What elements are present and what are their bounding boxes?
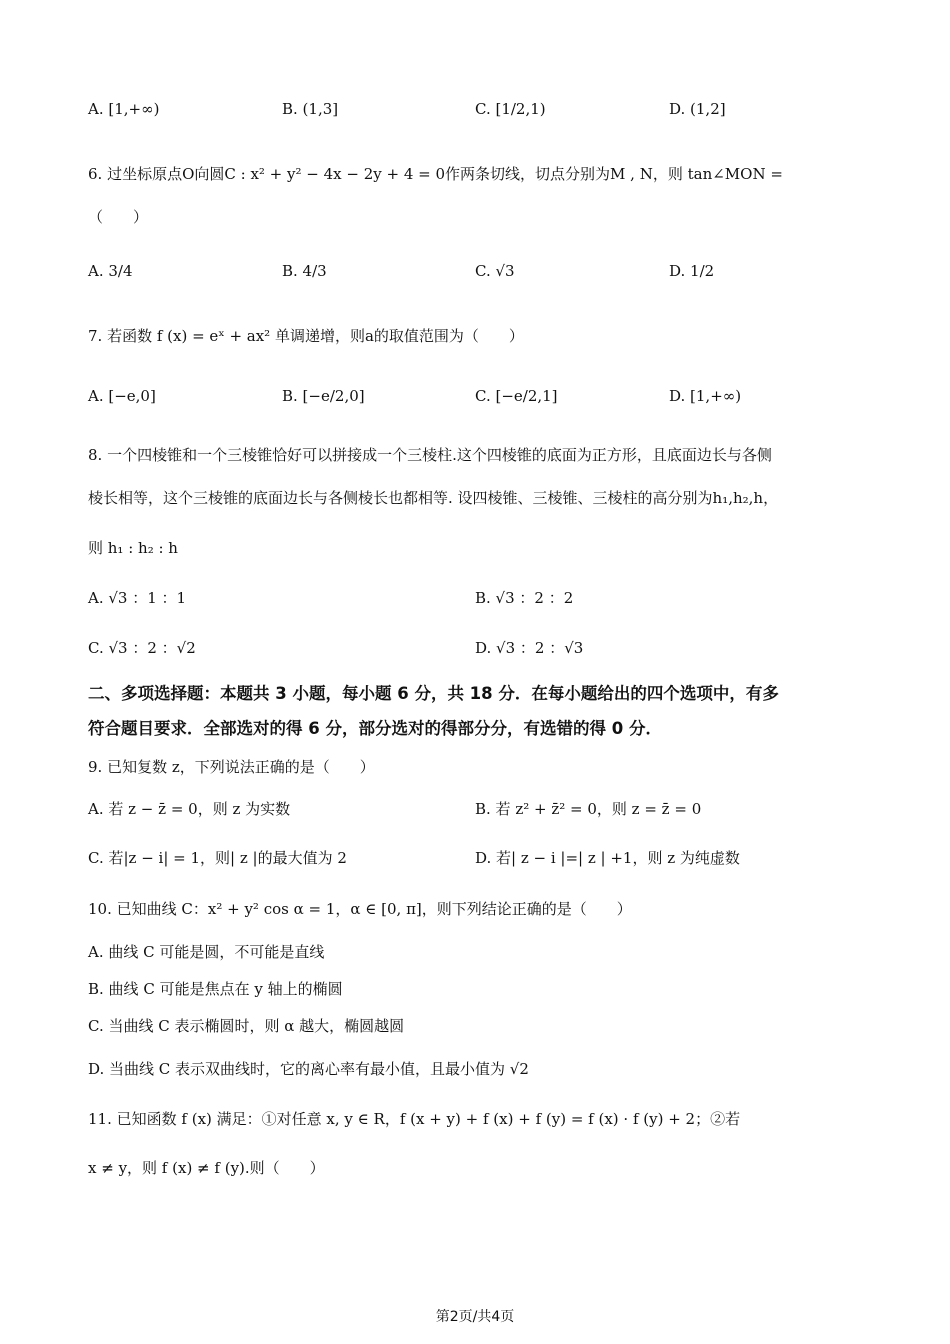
q11-stem-line-1: 11. 已知函数 f (x) 满足：①对任意 x, y ∈ R，f (x + y) + f (x) + f (y) = f (x) · f (y) + 2；②若	[88, 1110, 741, 1128]
q10-stem: 10. 已知曲线 C：x² + y² cos α = 1，α ∈ [0, π]，则下列结论正确的是（ ）	[88, 900, 632, 918]
q7-stem: 7. 若函数 f (x) = eˣ + ax² 单调递增，则a的取值范围为（ ）	[88, 327, 524, 345]
section-2-heading-line-1: 二、多项选择题：本题共 3 小题，每小题 6 分，共 18 分．在每小题给出的四个选项中，有多	[88, 684, 779, 703]
q10-option-d: D. 当曲线 C 表示双曲线时，它的离心率有最小值，且最小值为 √2	[88, 1060, 529, 1078]
q9-stem: 9. 已知复数 z，下列说法正确的是（ ）	[88, 758, 375, 776]
q6-option-a: A. 3/4	[88, 262, 133, 280]
q8-stem-line-1: 8. 一个四棱锥和一个三棱锥恰好可以拼接成一个三棱柱.这个四棱锥的底面为正方形，且底面边长与各侧	[88, 446, 772, 464]
q5-option-c: C. [1/2,1)	[475, 100, 546, 118]
q5-option-d: D. (1,2]	[669, 100, 726, 118]
q10-option-b: B. 曲线 C 可能是焦点在 y 轴上的椭圆	[88, 980, 343, 998]
q9-option-b: B. 若 z² + z̄² = 0，则 z = z̄ = 0	[475, 800, 702, 818]
q11-stem-line-2: x ≠ y，则 f (x) ≠ f (y).则（ ）	[88, 1159, 325, 1177]
q9-option-a: A. 若 z − z̄ = 0，则 z 为实数	[88, 800, 291, 818]
q6-stem: 6. 过坐标原点O向圆C : x² + y² − 4x − 2y + 4 = 0作两条切线，切点分别为M , N，则 tan∠MON =	[88, 165, 783, 183]
q8-stem-line-3: 则 h₁ : h₂ : h	[88, 539, 178, 557]
q10-option-a: A. 曲线 C 可能是圆，不可能是直线	[88, 943, 325, 961]
q8-option-d: D. √3 ：2 ：√3	[475, 639, 584, 657]
q5-option-b: B. (1,3]	[282, 100, 339, 118]
q8-option-c: C. √3 ：2 ：√2	[88, 639, 196, 657]
q9-option-d: D. 若| z − i |=| z | +1，则 z 为纯虚数	[475, 849, 740, 867]
q6-option-c: C. √3	[475, 262, 515, 280]
q6-option-d: D. 1/2	[669, 262, 715, 280]
q8-stem-line-2: 棱长相等，这个三棱锥的底面边长与各侧棱长也都相等. 设四棱锥、三棱锥、三棱柱的高分别为h₁,h₂,h，	[88, 489, 779, 507]
q9-option-c: C. 若|z − i| = 1，则| z |的最大值为 2	[88, 849, 347, 867]
section-2-heading-line-2: 符合题目要求．全部选对的得 6 分，部分选对的得部分分，有选错的得 0 分．	[88, 719, 662, 738]
q8-option-a: A. √3 ：1 ：1	[88, 589, 187, 607]
q7-option-d: D. [1,+∞)	[669, 387, 742, 405]
q10-option-c: C. 当曲线 C 表示椭圆时，则 α 越大，椭圆越圆	[88, 1017, 405, 1035]
q7-option-c: C. [−e/2,1]	[475, 387, 558, 405]
q6-option-b: B. 4/3	[282, 262, 327, 280]
page-number-footer: 第2页/共4页	[435, 1309, 515, 1325]
q7-option-b: B. [−e/2,0]	[282, 387, 365, 405]
q6-paren: （ ）	[88, 208, 149, 226]
q5-option-a: A. [1,+∞)	[88, 100, 160, 118]
q8-option-b: B. √3 ：2 ：2	[475, 589, 574, 607]
q7-option-a: A. [−e,0]	[88, 387, 156, 405]
